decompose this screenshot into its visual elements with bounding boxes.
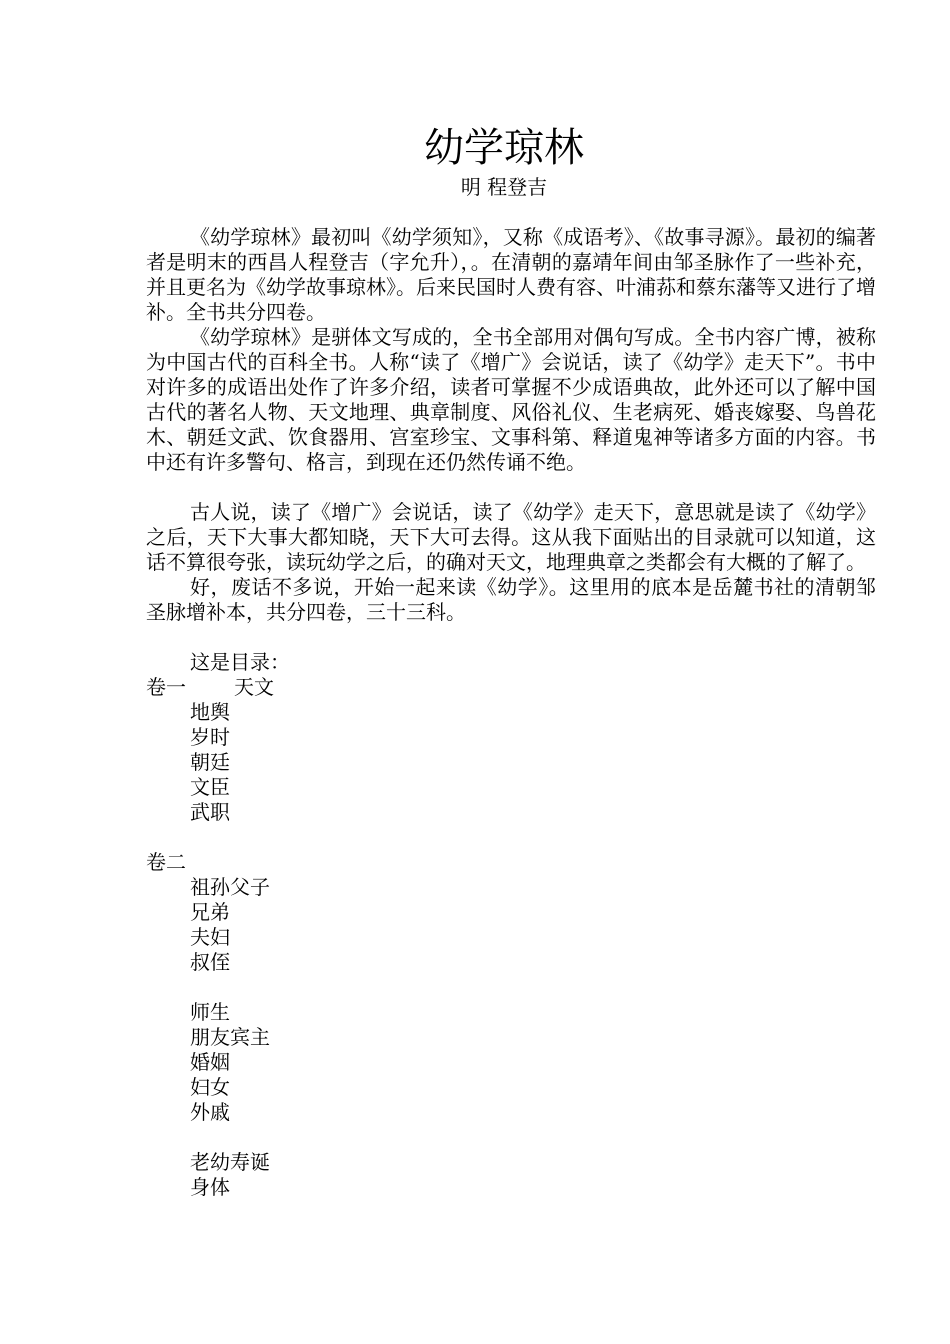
toc-entry: 朝廷 xyxy=(190,750,230,774)
blank-line xyxy=(146,975,876,1000)
toc-entry: 祖孙父子 xyxy=(190,875,270,899)
blank-line xyxy=(146,1125,876,1150)
document-body xyxy=(146,225,876,1200)
toc-entry: 地舆 xyxy=(190,700,230,724)
toc-entry: 叔侄 xyxy=(190,950,230,974)
intro-paragraph-2: 《幼学琼林》是骈体文写成的，全书全部用对偶句写成。全书内容广博，被称为中国古代的百科全书。人称“读了《增广》会说话，读了《幼学》走天下”。书中对许多的成语出处作了许多介绍，读者可掌握不少成语典故，此外还可以了解中国古代的著名人物、天文地理、典章制度、风俗礼仪、生老病死、婚丧嫁娶、鸟兽花木、朝廷文武、饮食器用、宫室珍宝、文事科第、释道鬼神等诸多方面的内容。书中还有许多警句、格言，到现在还仍然传诵不绝。 xyxy=(146,325,876,474)
toc-entry: 师生 xyxy=(190,1000,230,1024)
toc-entry: 武职 xyxy=(190,800,230,824)
document-title: 幼学琼林 xyxy=(424,125,584,171)
document-author: 明 程登吉 xyxy=(460,175,548,199)
toc-entry: 婚姻 xyxy=(190,1050,230,1074)
toc-entry: 老幼寿诞 xyxy=(190,1150,270,1174)
toc-volume-1 xyxy=(146,675,876,700)
commentary-paragraph-2: 好，废话不多说，开始一起来读《幼学》。这里用的底本是岳麓书社的清朝邹圣脉增补本，共分四卷，三十三科。 xyxy=(146,575,876,624)
commentary-paragraph-1: 古人说，读了《增广》会说话，读了《幼学》走天下，意思就是读了《幼学》之后，天下大事大都知晓，天下大可去得。这从我下面贴出的目录就可以知道，这话不算很夸张，读玩幼学之后，的确对天文，地理典章之类都会有大概的了解了。 xyxy=(146,500,876,574)
toc-volume-2 xyxy=(146,850,876,875)
blank-line xyxy=(146,825,876,850)
toc-entry: 岁时 xyxy=(190,725,230,749)
volume-label: 卷二 xyxy=(146,850,186,874)
intro-paragraph-1: 《幼学琼林》最初叫《幼学须知》，又称《成语考》、《故事寻源》。最初的编著者是明末的西昌人程登吉（字允升），。在清朝的嘉靖年间由邹圣脉作了一些补充，并且更名为《幼学故事琼林》。后来民国时人费有容、叶浦荪和蔡东藩等又进行了增补。全书共分四卷。 xyxy=(146,225,876,324)
toc-entry: 身体 xyxy=(190,1175,230,1199)
toc-entry: 文臣 xyxy=(190,775,230,799)
blank-line xyxy=(146,625,876,650)
toc-entry: 天文 xyxy=(234,675,274,699)
blank-line xyxy=(146,475,876,500)
toc-intro: 这是目录： xyxy=(190,650,290,674)
volume-label: 卷一 xyxy=(146,675,186,699)
toc-entry: 兄弟 xyxy=(190,900,230,924)
toc-entry: 外戚 xyxy=(190,1100,230,1124)
toc-entry: 朋友宾主 xyxy=(190,1025,270,1049)
toc-entry: 妇女 xyxy=(190,1075,230,1099)
toc-entry: 夫妇 xyxy=(190,925,230,949)
